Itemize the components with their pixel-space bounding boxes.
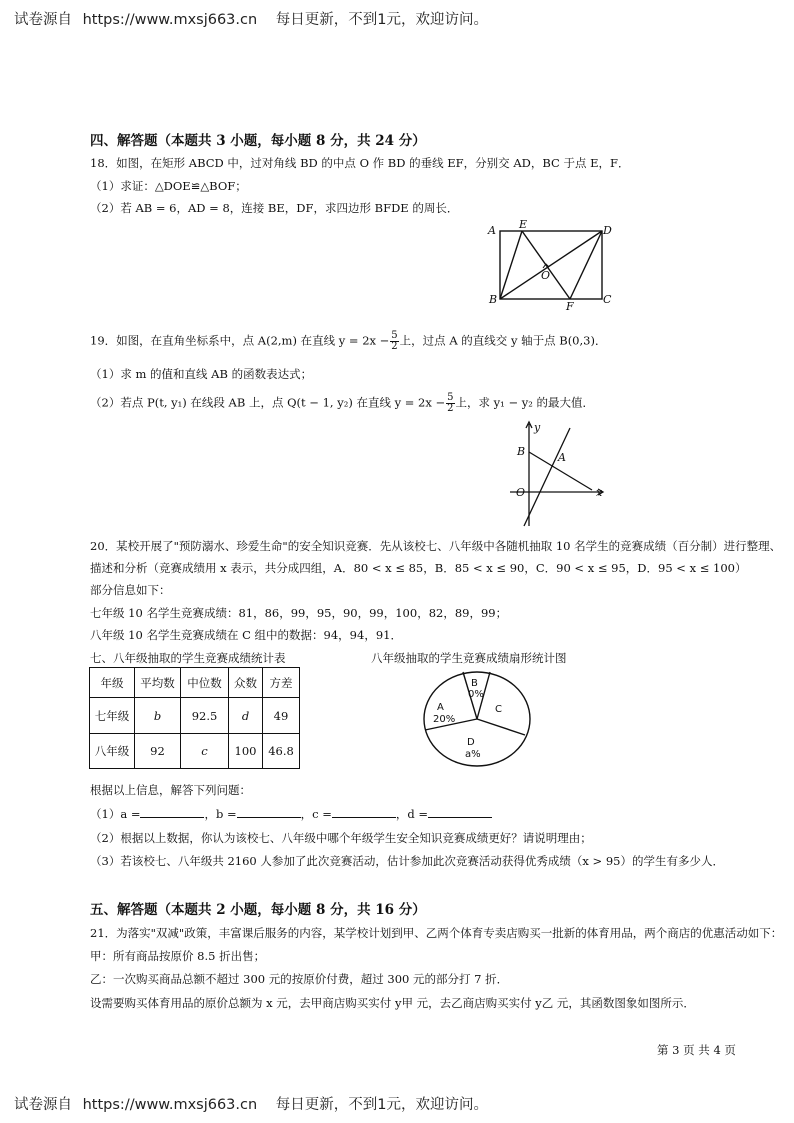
segment-be (500, 231, 522, 299)
pie-label-b: B (471, 678, 478, 689)
q19-part1: （1）求 m 的值和直线 AB 的函数表达式； (90, 367, 313, 381)
q20-pie-chart (413, 667, 543, 771)
table-header-row (90, 668, 300, 698)
th-mode: 众数 (229, 668, 263, 698)
footer-notice: 每日更新，不到1元，欢迎访问。 (275, 1097, 489, 1113)
label-d: D (603, 224, 612, 237)
pie-pct-b: 0% (468, 689, 484, 700)
q20-part3: （3）若该校七、八年级共 2160 人参加了此次竞赛活动，估计参加此次竞赛活动获得优秀成绩（x > 95）的学生有多少人． (90, 854, 724, 868)
q20-p1-c: ，c = (300, 807, 332, 821)
blank-b[interactable] (237, 806, 301, 818)
q20-stem-line2: 描述和分析（竞赛成绩用 x 表示，共分成四组，A．80 < x ≤ 85，B．85 < x ≤ 90，C．90 < x ≤ 95，D．95 < x ≤ 100） (90, 561, 747, 575)
q20-table-title: 七、八年级抽取的学生竞赛成绩统计表 (90, 651, 286, 665)
q20-info: 部分信息如下： (90, 583, 171, 597)
cell-grade8-variance: 46.8 (263, 734, 300, 769)
q20-answer-intro: 根据以上信息，解答下列问题： (90, 783, 251, 797)
q20-p1-a: （1）a = (90, 807, 141, 821)
th-grade: 年级 (90, 668, 135, 698)
q20-p1-b: ，b = (204, 807, 237, 821)
cell-grade8-median: c (181, 734, 229, 769)
label-origin: O (516, 486, 526, 499)
q19-stem-a: 19．如图，在直角坐标系中，点 A(2,m) 在直线 y = 2x − (90, 333, 390, 348)
section-5-title: 五、解答题（本题共 2 小题，每小题 8 分，共 16 分） (90, 902, 426, 918)
label-o: O (541, 269, 551, 282)
blank-a[interactable] (140, 806, 204, 818)
pie-label-c: C (495, 704, 502, 715)
q19-part2-b: 上，求 y₁ − y₂ 的最大值． (455, 395, 595, 410)
q19-fraction (390, 331, 398, 352)
q20-part2: （2）根据以上数据，你认为该校七、八年级中哪个年级学生安全知识竞赛成绩更好？请说明理由； (90, 831, 592, 845)
cell-grade8: 八年级 (90, 734, 135, 769)
q21-stem-line1: 21．为落实"双减"政策，丰富课后服务的内容，某学校计划到甲、乙两个体育专卖店购买一批新的体育用品，两个商店的优惠活动如下： (90, 926, 783, 940)
blank-c[interactable] (332, 806, 396, 818)
header-notice: 每日更新，不到1元，欢迎访问。 (275, 12, 489, 28)
label-y: y (534, 421, 541, 434)
blank-d[interactable] (428, 806, 492, 818)
cell-grade7-mode: d (229, 698, 263, 734)
frac-num: 5 (391, 330, 398, 341)
q20-stats-table (89, 667, 300, 769)
table-row (90, 734, 300, 769)
line-y-2x-5-2 (524, 428, 570, 526)
footer-url[interactable]: https://www.mxsj663.cn (82, 1097, 258, 1113)
page-footer (14, 1093, 488, 1114)
q20-pie-title: 八年级抽取的学生竞赛成绩扇形统计图 (371, 651, 567, 665)
label-x: x (596, 486, 603, 499)
label-c: C (603, 293, 612, 306)
q20-grade8-scores: 八年级 10 名学生竞赛成绩在 C 组中的数据：94，94，91． (90, 628, 402, 642)
cell-grade8-mean: 92 (135, 734, 181, 769)
q18-part1: （1）求证：△DOE≌△BOF； (90, 179, 247, 193)
segment-ef (522, 231, 570, 299)
section-4-title: 四、解答题（本题共 3 小题，每小题 8 分，共 24 分） (90, 133, 426, 149)
label-f: F (566, 300, 574, 311)
header-source: 试卷源自 (14, 12, 72, 28)
cell-grade7-variance: 49 (263, 698, 300, 734)
label-a-point: A (558, 451, 566, 464)
footer-source: 试卷源自 (14, 1097, 72, 1113)
th-variance: 方差 (263, 668, 300, 698)
q18-stem: 18．如图，在矩形 ABCD 中，过对角线 BD 的中点 O 作 BD 的垂线 EF，分别交 AD，BC 于点 E，F． (90, 156, 630, 170)
cell-grade7-median: 92.5 (181, 698, 229, 734)
frac-den-2: 2 (447, 403, 454, 414)
cell-grade8-mode: 100 (229, 734, 263, 769)
frac-num-2: 5 (447, 392, 454, 403)
q20-p1-d: ，d = (395, 807, 429, 821)
frac-den: 2 (391, 341, 398, 352)
label-a: A (488, 224, 496, 237)
q19-part2-a: （2）若点 P(t, y₁) 在线段 AB 上，点 Q(t − 1, y₂) 在直线 y = 2x − (90, 395, 446, 410)
pie-label-d: D (467, 737, 475, 748)
page-header (14, 8, 488, 29)
cell-grade7: 七年级 (90, 698, 135, 734)
q19-coordinate-figure (510, 418, 610, 530)
header-url[interactable]: https://www.mxsj663.cn (82, 12, 258, 28)
q21-stem-line2: 甲：所有商品按原价 8.5 折出售； (90, 949, 266, 963)
q18-rectangle-figure (486, 219, 614, 311)
q21-stem-line4: 设需要购买体育用品的原价总额为 x 元，去甲商店购买实付 y甲 元，去乙商店购买实付 y乙 元，其函数图象如图所示． (90, 996, 695, 1010)
q20-grade7-scores: 七年级 10 名学生竞赛成绩：81，86，99，95，90，99，100，82，89，99； (90, 606, 508, 620)
q20-stem-line1: 20．某校开展了"预防溺水、珍爱生命"的安全知识竞赛．先从该校七、八年级中各随机抽取 10 名学生的竞赛成绩（百分制）进行整理、 (90, 539, 782, 553)
label-b-point: B (517, 445, 526, 458)
pie-divider-4 (477, 719, 525, 735)
q18-part2: （2）若 AB = 6，AD = 8，连接 BE，DF，求四边形 BFDE 的周长． (90, 201, 459, 215)
pie-pct-d: a% (465, 749, 481, 760)
page-number: 第 3 页 共 4 页 (657, 1043, 736, 1057)
th-mean: 平均数 (135, 668, 181, 698)
q19-stem-b: 上，过点 A 的直线交 y 轴于点 B(0,3)． (399, 333, 607, 348)
pie-pct-a: 20% (433, 714, 456, 725)
q21-stem-line3: 乙：一次购买商品总额不超过 300 元的按原价付费，超过 300 元的部分打 7 折． (90, 972, 509, 986)
cell-grade7-mean: b (135, 698, 181, 734)
pie-label-a: A (437, 702, 444, 713)
label-b: B (489, 293, 498, 306)
label-e: E (519, 219, 528, 231)
q20-part1 (90, 806, 492, 822)
q19-part2 (90, 393, 594, 414)
q19-stem (90, 331, 606, 352)
table-row (90, 698, 300, 734)
th-median: 中位数 (181, 668, 229, 698)
q19-part2-fraction (446, 393, 454, 414)
